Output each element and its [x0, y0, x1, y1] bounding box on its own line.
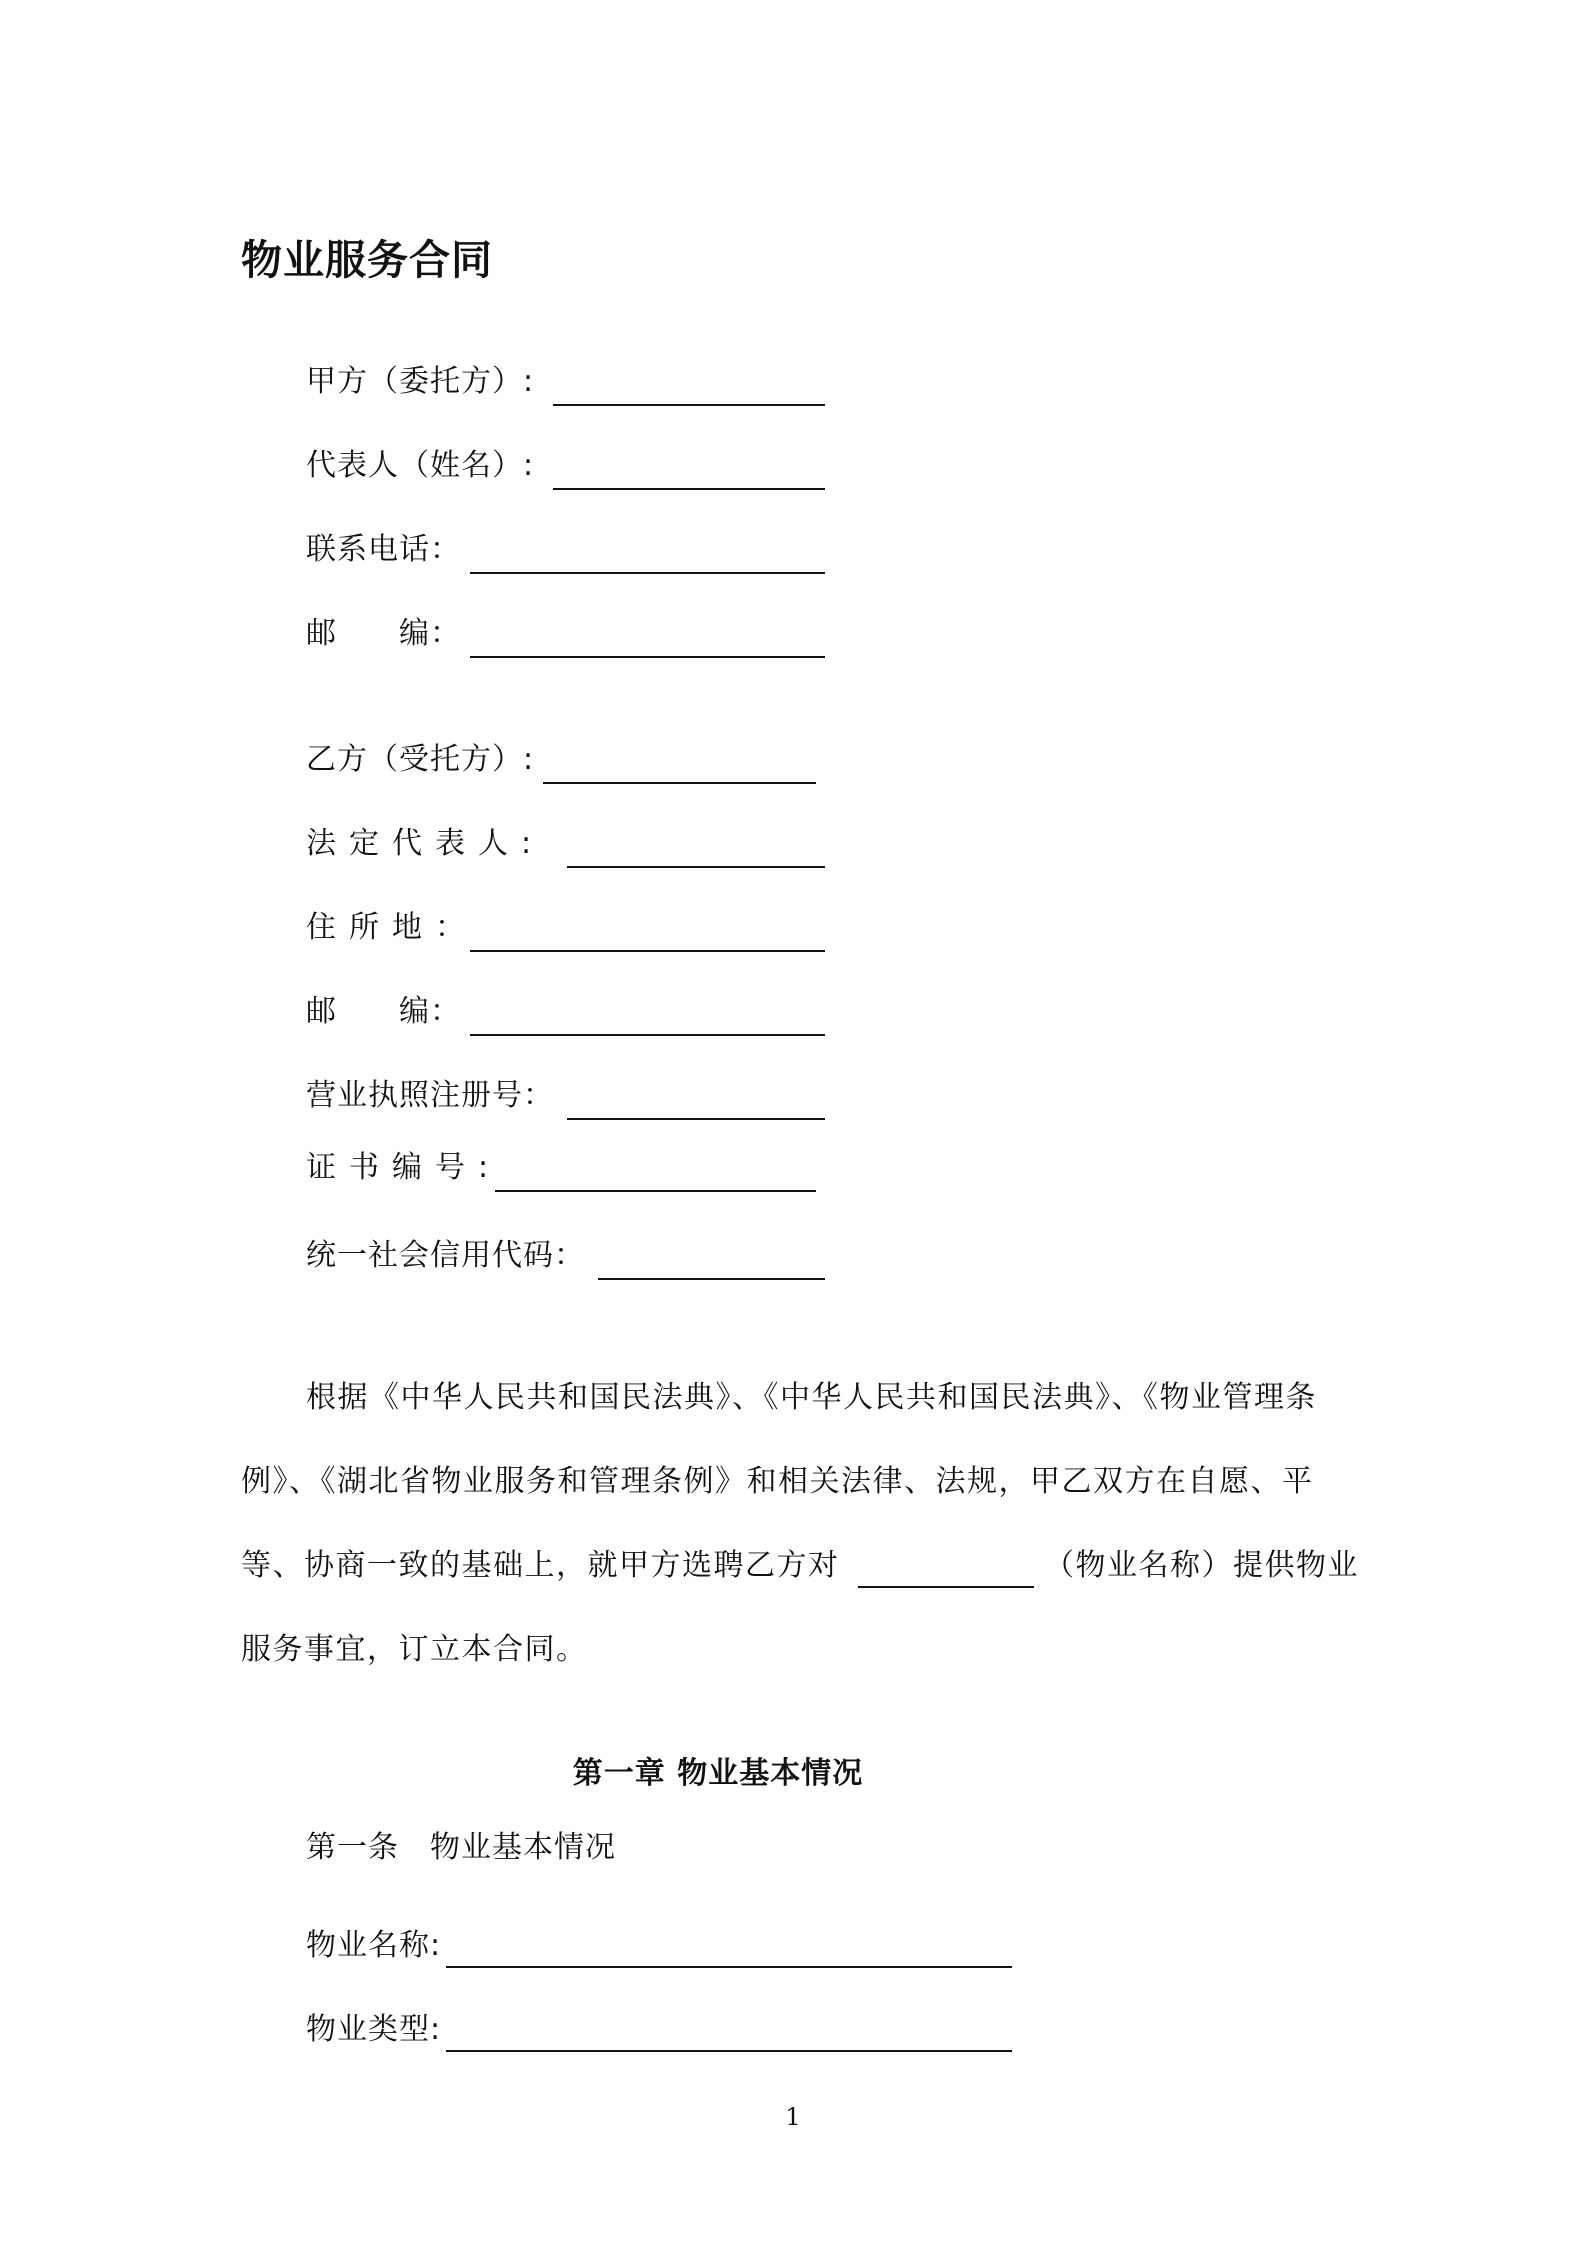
- preamble-line-3-start: 等、协商一致的基础上，就甲方选聘乙方对: [241, 1548, 840, 1583]
- party-a-postcode-label: 邮 编：: [306, 616, 461, 651]
- party-b-credit-code-label: 统一社会信用代码：: [306, 1238, 585, 1273]
- party-b-license-field[interactable]: [567, 1118, 825, 1120]
- party-b-license-label: 营业执照注册号：: [306, 1078, 554, 1113]
- party-b-cert-field[interactable]: [495, 1190, 816, 1192]
- party-a-name-label: 甲方（委托方）:: [306, 364, 535, 399]
- party-b-cert-label: 证书编号:: [306, 1150, 502, 1185]
- party-a-rep-field[interactable]: [553, 488, 825, 490]
- chapter-1-heading: 第一章 物业基本情况: [572, 1756, 864, 1791]
- property-name-label: 物业名称:: [306, 1928, 442, 1963]
- preamble-line-1: 根据《中华人民共和国民法典》、《中华人民共和国民法典》、《物业管理条: [306, 1380, 1317, 1415]
- party-a-name-field[interactable]: [553, 404, 825, 406]
- property-type-field[interactable]: [446, 2050, 1012, 2052]
- party-b-name-field[interactable]: [543, 782, 816, 784]
- preamble-line-4: 服务事宜，订立本合同。: [241, 1632, 588, 1667]
- party-b-legal-rep-field[interactable]: [567, 866, 825, 868]
- party-b-address-field[interactable]: [470, 950, 825, 952]
- property-name-field[interactable]: [446, 1966, 1012, 1968]
- party-a-phone-field[interactable]: [470, 572, 825, 574]
- document-title: 物业服务合同: [241, 236, 493, 284]
- party-b-postcode-label: 邮 编：: [306, 994, 461, 1029]
- preamble-line-3-end: （物业名称）提供物业: [1044, 1548, 1359, 1583]
- party-b-address-label: 住所地：: [306, 910, 478, 945]
- party-b-legal-rep-label: 法定代表人:: [306, 826, 545, 861]
- property-type-label: 物业类型:: [306, 2012, 442, 2047]
- page-number: 1: [785, 2103, 801, 2131]
- party-b-credit-code-field[interactable]: [598, 1278, 825, 1280]
- party-a-rep-label: 代表人（姓名）:: [306, 448, 535, 483]
- party-a-phone-label: 联系电话：: [306, 532, 461, 567]
- article-1-heading: 第一条 物业基本情况: [306, 1830, 616, 1865]
- party-b-name-label: 乙方（受托方）:: [306, 742, 535, 777]
- party-a-postcode-field[interactable]: [470, 656, 825, 658]
- preamble-line-2: 例》、《湖北省物业服务和管理条例》和相关法律、法规，甲乙双方在自愿、平: [241, 1464, 1314, 1499]
- property-name-blank[interactable]: [858, 1586, 1034, 1588]
- party-b-postcode-field[interactable]: [470, 1034, 825, 1036]
